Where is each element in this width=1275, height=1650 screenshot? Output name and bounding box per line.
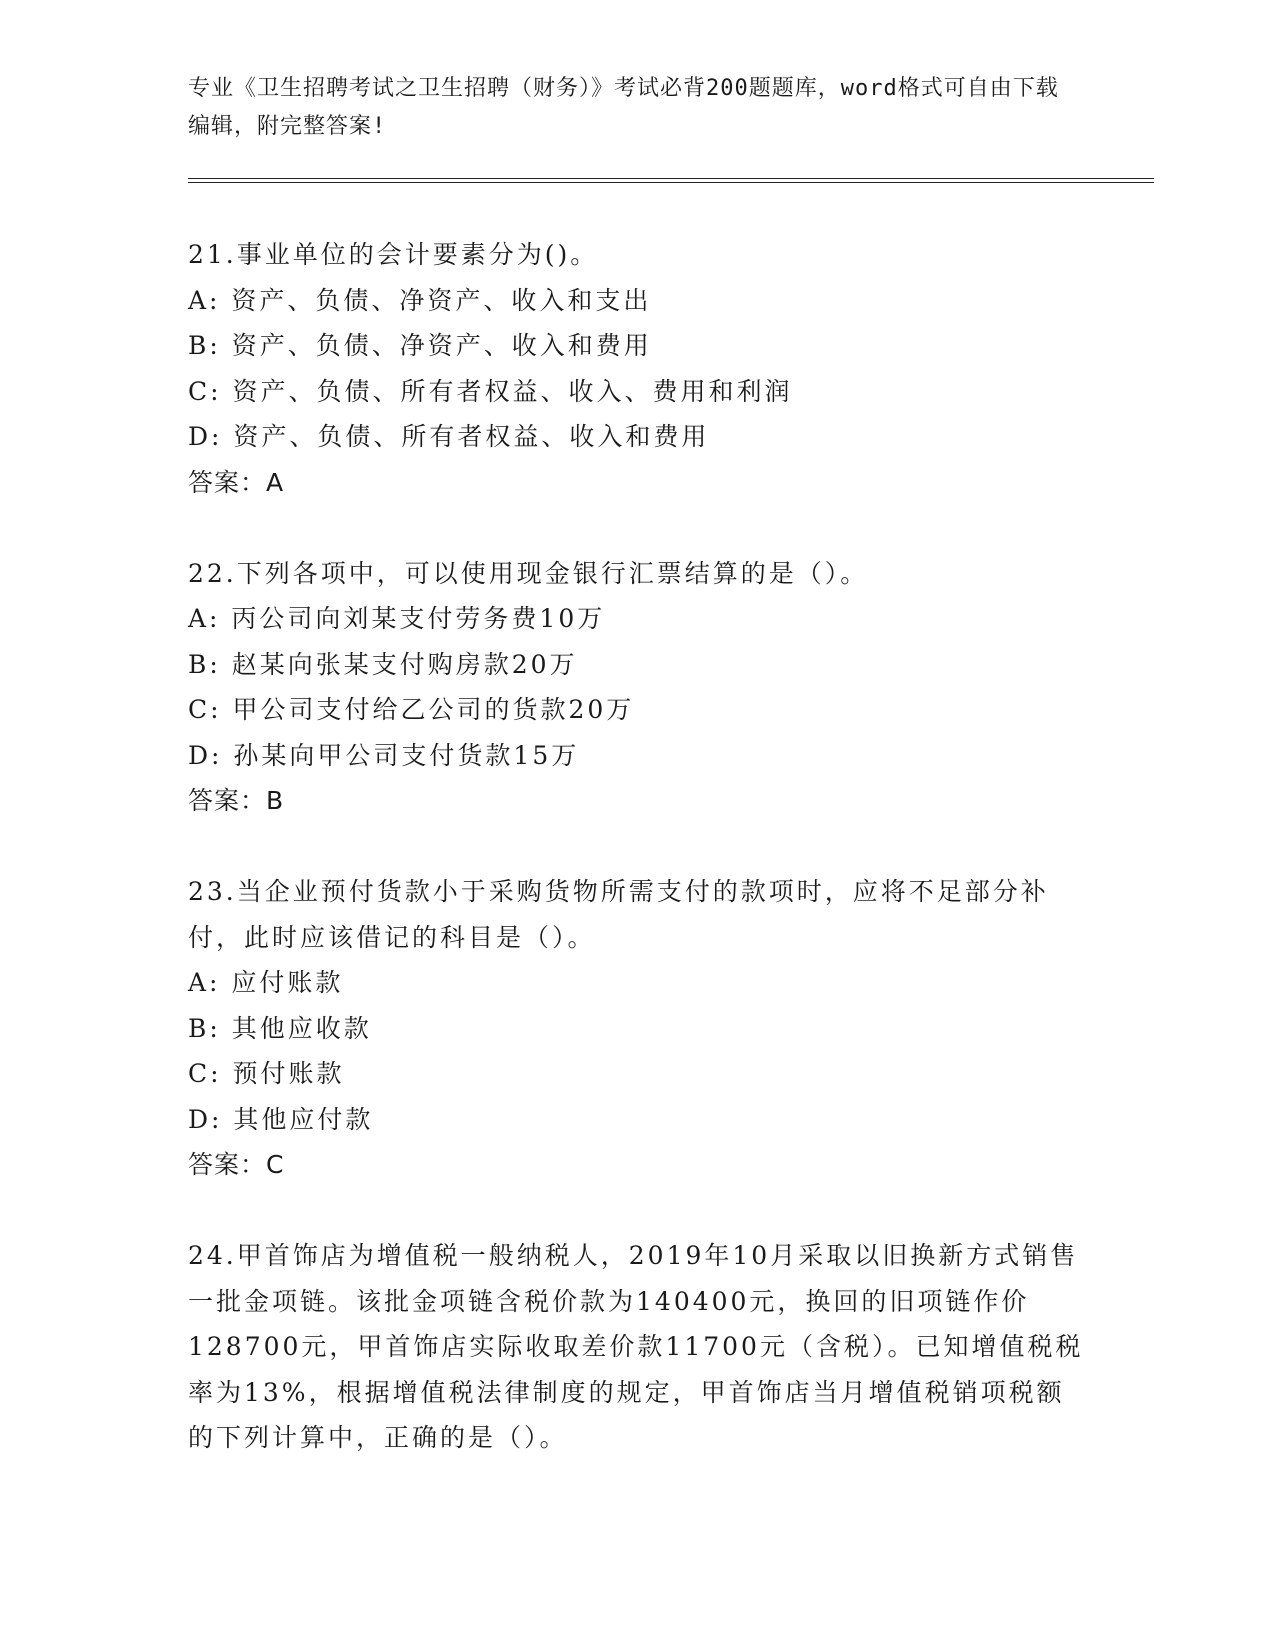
- header-divider-top: [188, 178, 1154, 179]
- answer-text: 答案：B: [188, 786, 285, 815]
- option-a: A: 应付账款: [188, 968, 344, 997]
- question-23: [188, 869, 1088, 1188]
- question-24: [188, 1233, 1088, 1461]
- header-text: 专业《卫生招聘考试之卫生招聘（财务）》考试必背200题题库，word格式可自由下载编辑，附完整答案!: [188, 76, 1059, 139]
- answer-text: 答案：A: [188, 467, 285, 497]
- option-c: C: 预付账款: [188, 1059, 345, 1088]
- option-d: D: 其他应付款: [188, 1104, 374, 1134]
- question-list: [188, 232, 1088, 1506]
- question-21: [188, 232, 1088, 505]
- option-c: C: 资产、负债、所有者权益、收入、费用和利润: [188, 376, 793, 406]
- option-b: B: 其他应收款: [188, 1013, 372, 1043]
- option-d: D: 孙某向甲公司支付货款15万: [188, 740, 580, 770]
- question-22: [188, 551, 1088, 824]
- answer-text: 答案：C: [188, 1150, 285, 1179]
- option-a: A: 丙公司向刘某支付劳务费10万: [188, 604, 606, 633]
- question-text: 23.当企业预付货款小于采购货物所需支付的款项时，应将不足部分补付，此时应该借记的科目是（）。: [188, 877, 1049, 952]
- option-d: D: 资产、负债、所有者权益、收入和费用: [188, 422, 710, 451]
- header-divider-bottom: [188, 182, 1154, 183]
- option-a: A: 资产、负债、净资产、收入和支出: [188, 285, 652, 315]
- option-b: B: 资产、负债、净资产、收入和费用: [188, 331, 652, 360]
- page-header: [188, 70, 1068, 146]
- question-text: 22.下列各项中，可以使用现金银行汇票结算的是（）。: [188, 558, 869, 588]
- question-text: 21.事业单位的会计要素分为()。: [188, 240, 599, 269]
- option-c: C: 甲公司支付给乙公司的货款20万: [188, 695, 635, 724]
- question-text: 24.甲首饰店为增值税一般纳税人，2019年10月采取以旧换新方式销售一批金项链。该批金项链含税价款为140400元，换回的旧项链作价128700元，甲首饰店实际收取差价款11700元（含税）。已知增值税税率为13%，根据增值税法律制度的规定，甲首饰店当月增值税销项税额的下列计算中，正确的是（）。: [188, 1241, 1084, 1452]
- option-b: B: 赵某向张某支付购房款20万: [188, 649, 578, 679]
